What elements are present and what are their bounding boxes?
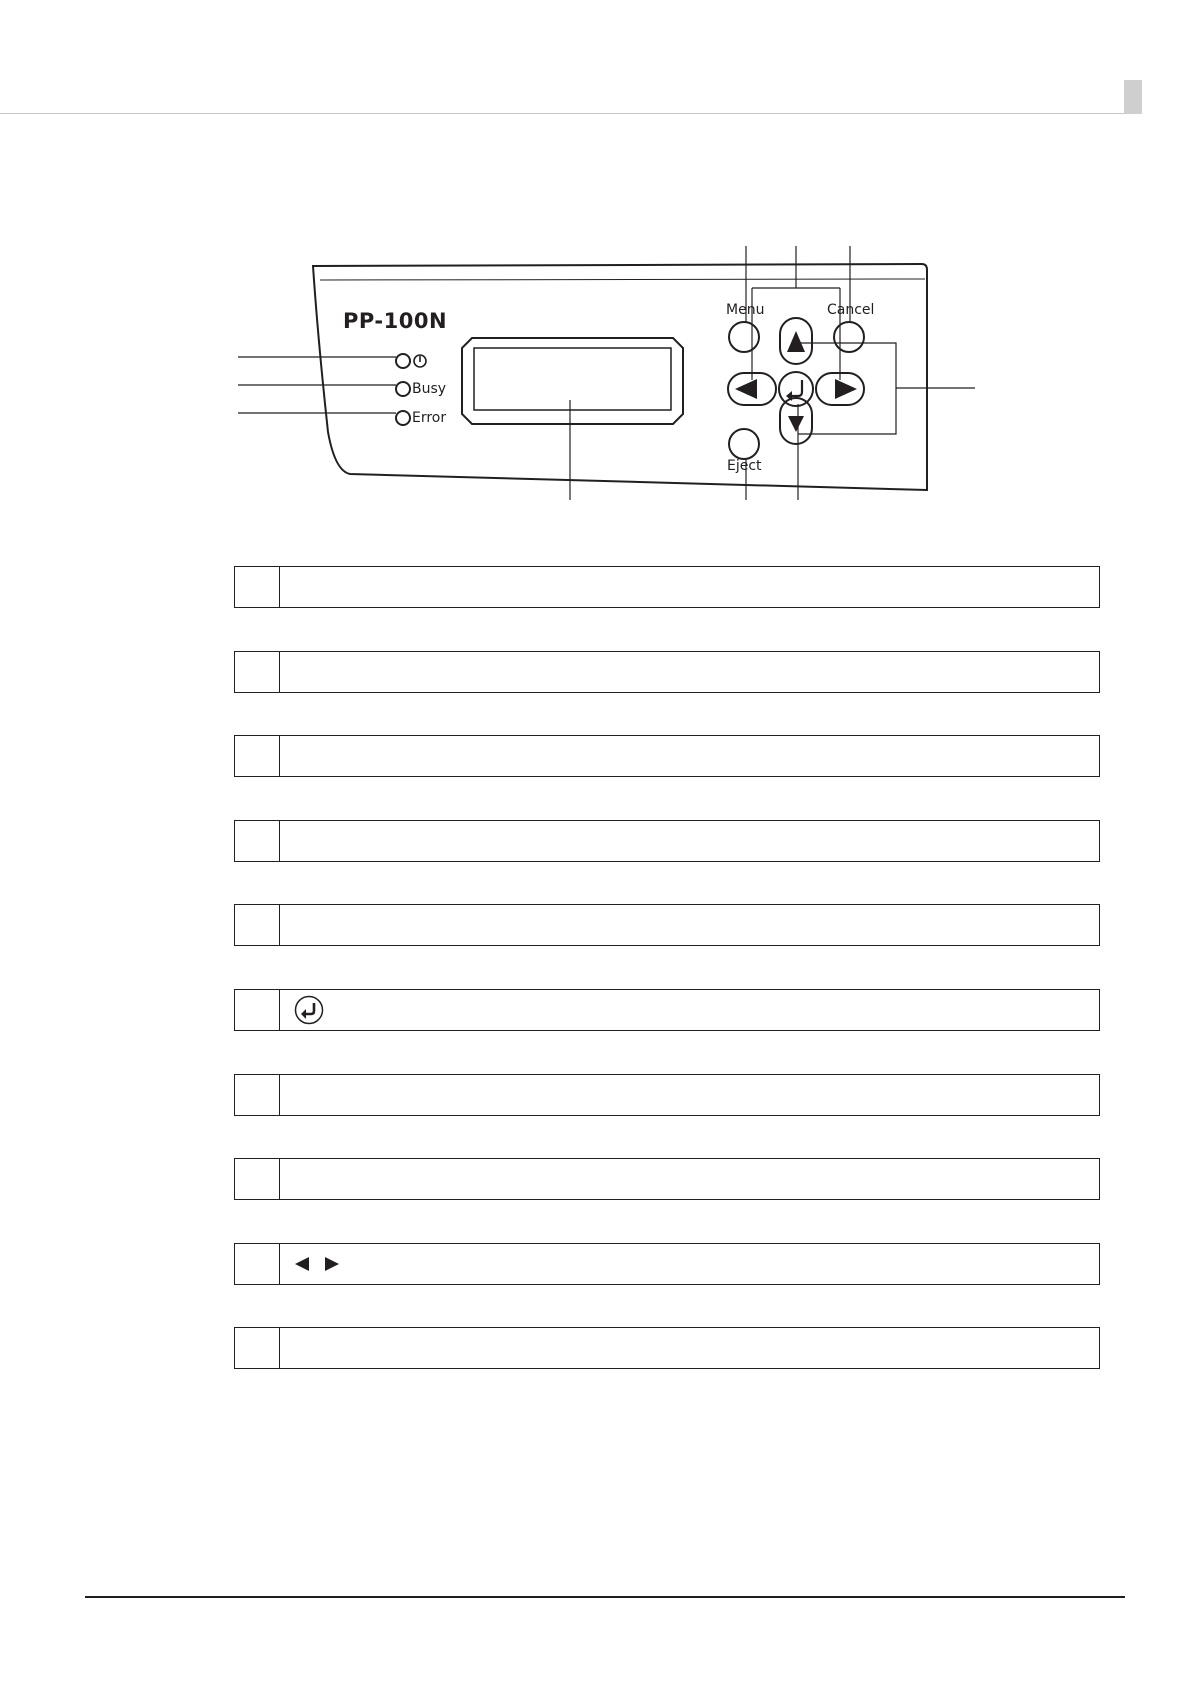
row-number-cell bbox=[235, 567, 280, 607]
row-number-cell bbox=[235, 1159, 280, 1199]
menu-button-ring bbox=[729, 322, 759, 352]
arrow-down-icon bbox=[788, 416, 804, 432]
cancel-button-ring bbox=[834, 322, 864, 352]
eject-button-ring bbox=[729, 429, 759, 459]
row-number-cell bbox=[235, 1328, 280, 1368]
model-name: PP-100N bbox=[343, 309, 448, 333]
enter-button bbox=[779, 372, 813, 406]
arrow-left-icon bbox=[735, 379, 757, 399]
row-number-cell bbox=[235, 1244, 280, 1284]
table-row bbox=[234, 1158, 1100, 1200]
eject-button-label: Eject bbox=[727, 458, 762, 474]
table-row bbox=[234, 735, 1100, 777]
power-led bbox=[396, 354, 410, 368]
row-number-cell bbox=[235, 652, 280, 692]
row-number-cell bbox=[235, 736, 280, 776]
error-led bbox=[396, 411, 410, 425]
row-number-cell bbox=[235, 905, 280, 945]
table-row bbox=[234, 989, 1100, 1031]
row-number-cell bbox=[235, 990, 280, 1030]
table-row bbox=[234, 820, 1100, 862]
arrow-left-icon bbox=[294, 1256, 310, 1272]
control-panel-drawing bbox=[0, 0, 1190, 520]
row-content-cell bbox=[280, 995, 324, 1025]
control-panel-diagram bbox=[0, 0, 1190, 520]
lcd-outer bbox=[462, 338, 683, 424]
enter-icon bbox=[294, 995, 324, 1025]
arrow-right-icon bbox=[324, 1256, 340, 1272]
menu-button-label: Menu bbox=[726, 302, 765, 318]
table-row bbox=[234, 904, 1100, 946]
cancel-button-label: Cancel bbox=[827, 302, 875, 318]
row-number-cell bbox=[235, 821, 280, 861]
table-row bbox=[234, 1327, 1100, 1369]
panel-outline bbox=[313, 264, 927, 490]
power-icon bbox=[414, 355, 426, 367]
row-content-cell bbox=[280, 1256, 340, 1272]
error-led-label: Error bbox=[412, 410, 447, 426]
busy-led bbox=[396, 382, 410, 396]
table-row bbox=[234, 566, 1100, 608]
table-row bbox=[234, 651, 1100, 693]
arrow-up-icon bbox=[787, 331, 805, 352]
table-row bbox=[234, 1243, 1100, 1285]
footer-rule bbox=[85, 1596, 1125, 1598]
busy-led-label: Busy bbox=[412, 381, 447, 397]
panel-top-edge bbox=[320, 279, 925, 280]
table-row bbox=[234, 1074, 1100, 1116]
arrow-right-icon bbox=[835, 379, 857, 399]
row-number-cell bbox=[235, 1075, 280, 1115]
lcd-screen bbox=[474, 348, 671, 410]
